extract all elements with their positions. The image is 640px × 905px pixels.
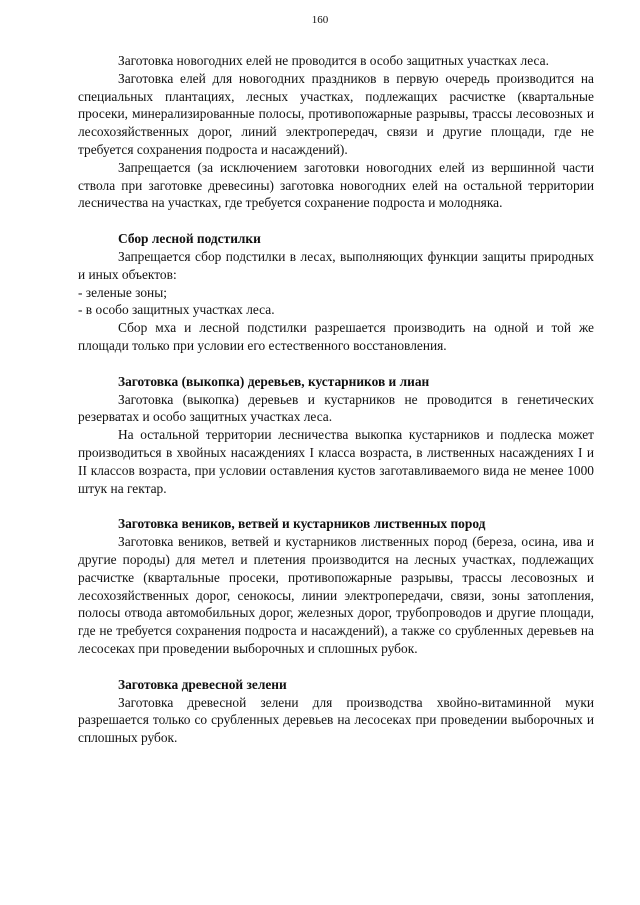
paragraph: Запрещается сбор подстилки в лесах, выполняющих функции защиты природных и иных объектов: xyxy=(78,248,594,282)
document-body xyxy=(78,52,594,747)
section-heading: Заготовка (выкопка) деревьев, кустарников и лиан xyxy=(118,373,430,389)
paragraph: Заготовка елей для новогодних праздников в первую очередь производится на специальных плантациях, лесных участках, подлежащих расчистке (квартальные просеки, минерализированные полосы, противопожарные разрывы, трассы лесовозных и лесохозяйственных дорог, линий электропередач, связи и другие площади, где не требуется сохранения подроста и насаждений). xyxy=(78,70,594,157)
paragraph: Заготовка новогодних елей не проводится в особо защитных участках леса. xyxy=(118,53,549,68)
section-heading: Заготовка веников, ветвей и кустарников лиственных пород xyxy=(118,516,486,532)
paragraph: На остальной территории лесничества выкопка кустарников и подлеска может производиться в хвойных насаждениях I класса возраста, в лиственных насаждениях I и II классов возраста, при условии оставления кустов заготавливаемого вида не менее 1000 штук на гектар. xyxy=(78,427,594,496)
section-heading: Заготовка древесной зелени xyxy=(118,676,287,692)
paragraph: Заготовка веников, ветвей и кустарников лиственных пород (береза, осина, ива и другие породы) для метел и плетения производится на лесных участках, подлежащих расчистке (квартальные просеки, противопожарные разрывы, трассы лесовозных и лесохозяйственных дорог, сенокосы, линии электропередачи, связи, зоны затопления, полосы отвода автомобильных дорог, железных дорог, трубопроводов и другие площади, где не требуется сохранения подроста и насаждений), а также со срубленных деревьев на лесосеках при проведении выборочных и сплошных рубок. xyxy=(78,534,594,656)
paragraph: Запрещается (за исключением заготовки новогодних елей из вершинной части ствола при заготовке древесины) заготовка новогодних елей на остальной территории лесничества на участках, где требуется сохранение подроста и молодняка. xyxy=(78,159,594,211)
page-number: 160 xyxy=(311,14,329,26)
list-item: - в особо защитных участках леса. xyxy=(78,302,275,318)
paragraph: Заготовка (выкопка) деревьев и кустарников не проводится в генетических резерватах и особо защитных участках леса. xyxy=(78,391,594,425)
paragraph: Сбор мха и лесной подстилки разрешается производить на одной и той же площади только при условии его естественного восстановления. xyxy=(78,320,594,353)
section-heading: Сбор лесной подстилки xyxy=(118,231,261,247)
list-item: - зеленые зоны; xyxy=(78,284,167,300)
paragraph: Заготовка древесной зелени для производства хвойно-витаминной муки разрешается только со срубленных деревьев на лесосеках при проведении выборочных и сплошных рубок. xyxy=(78,694,594,746)
